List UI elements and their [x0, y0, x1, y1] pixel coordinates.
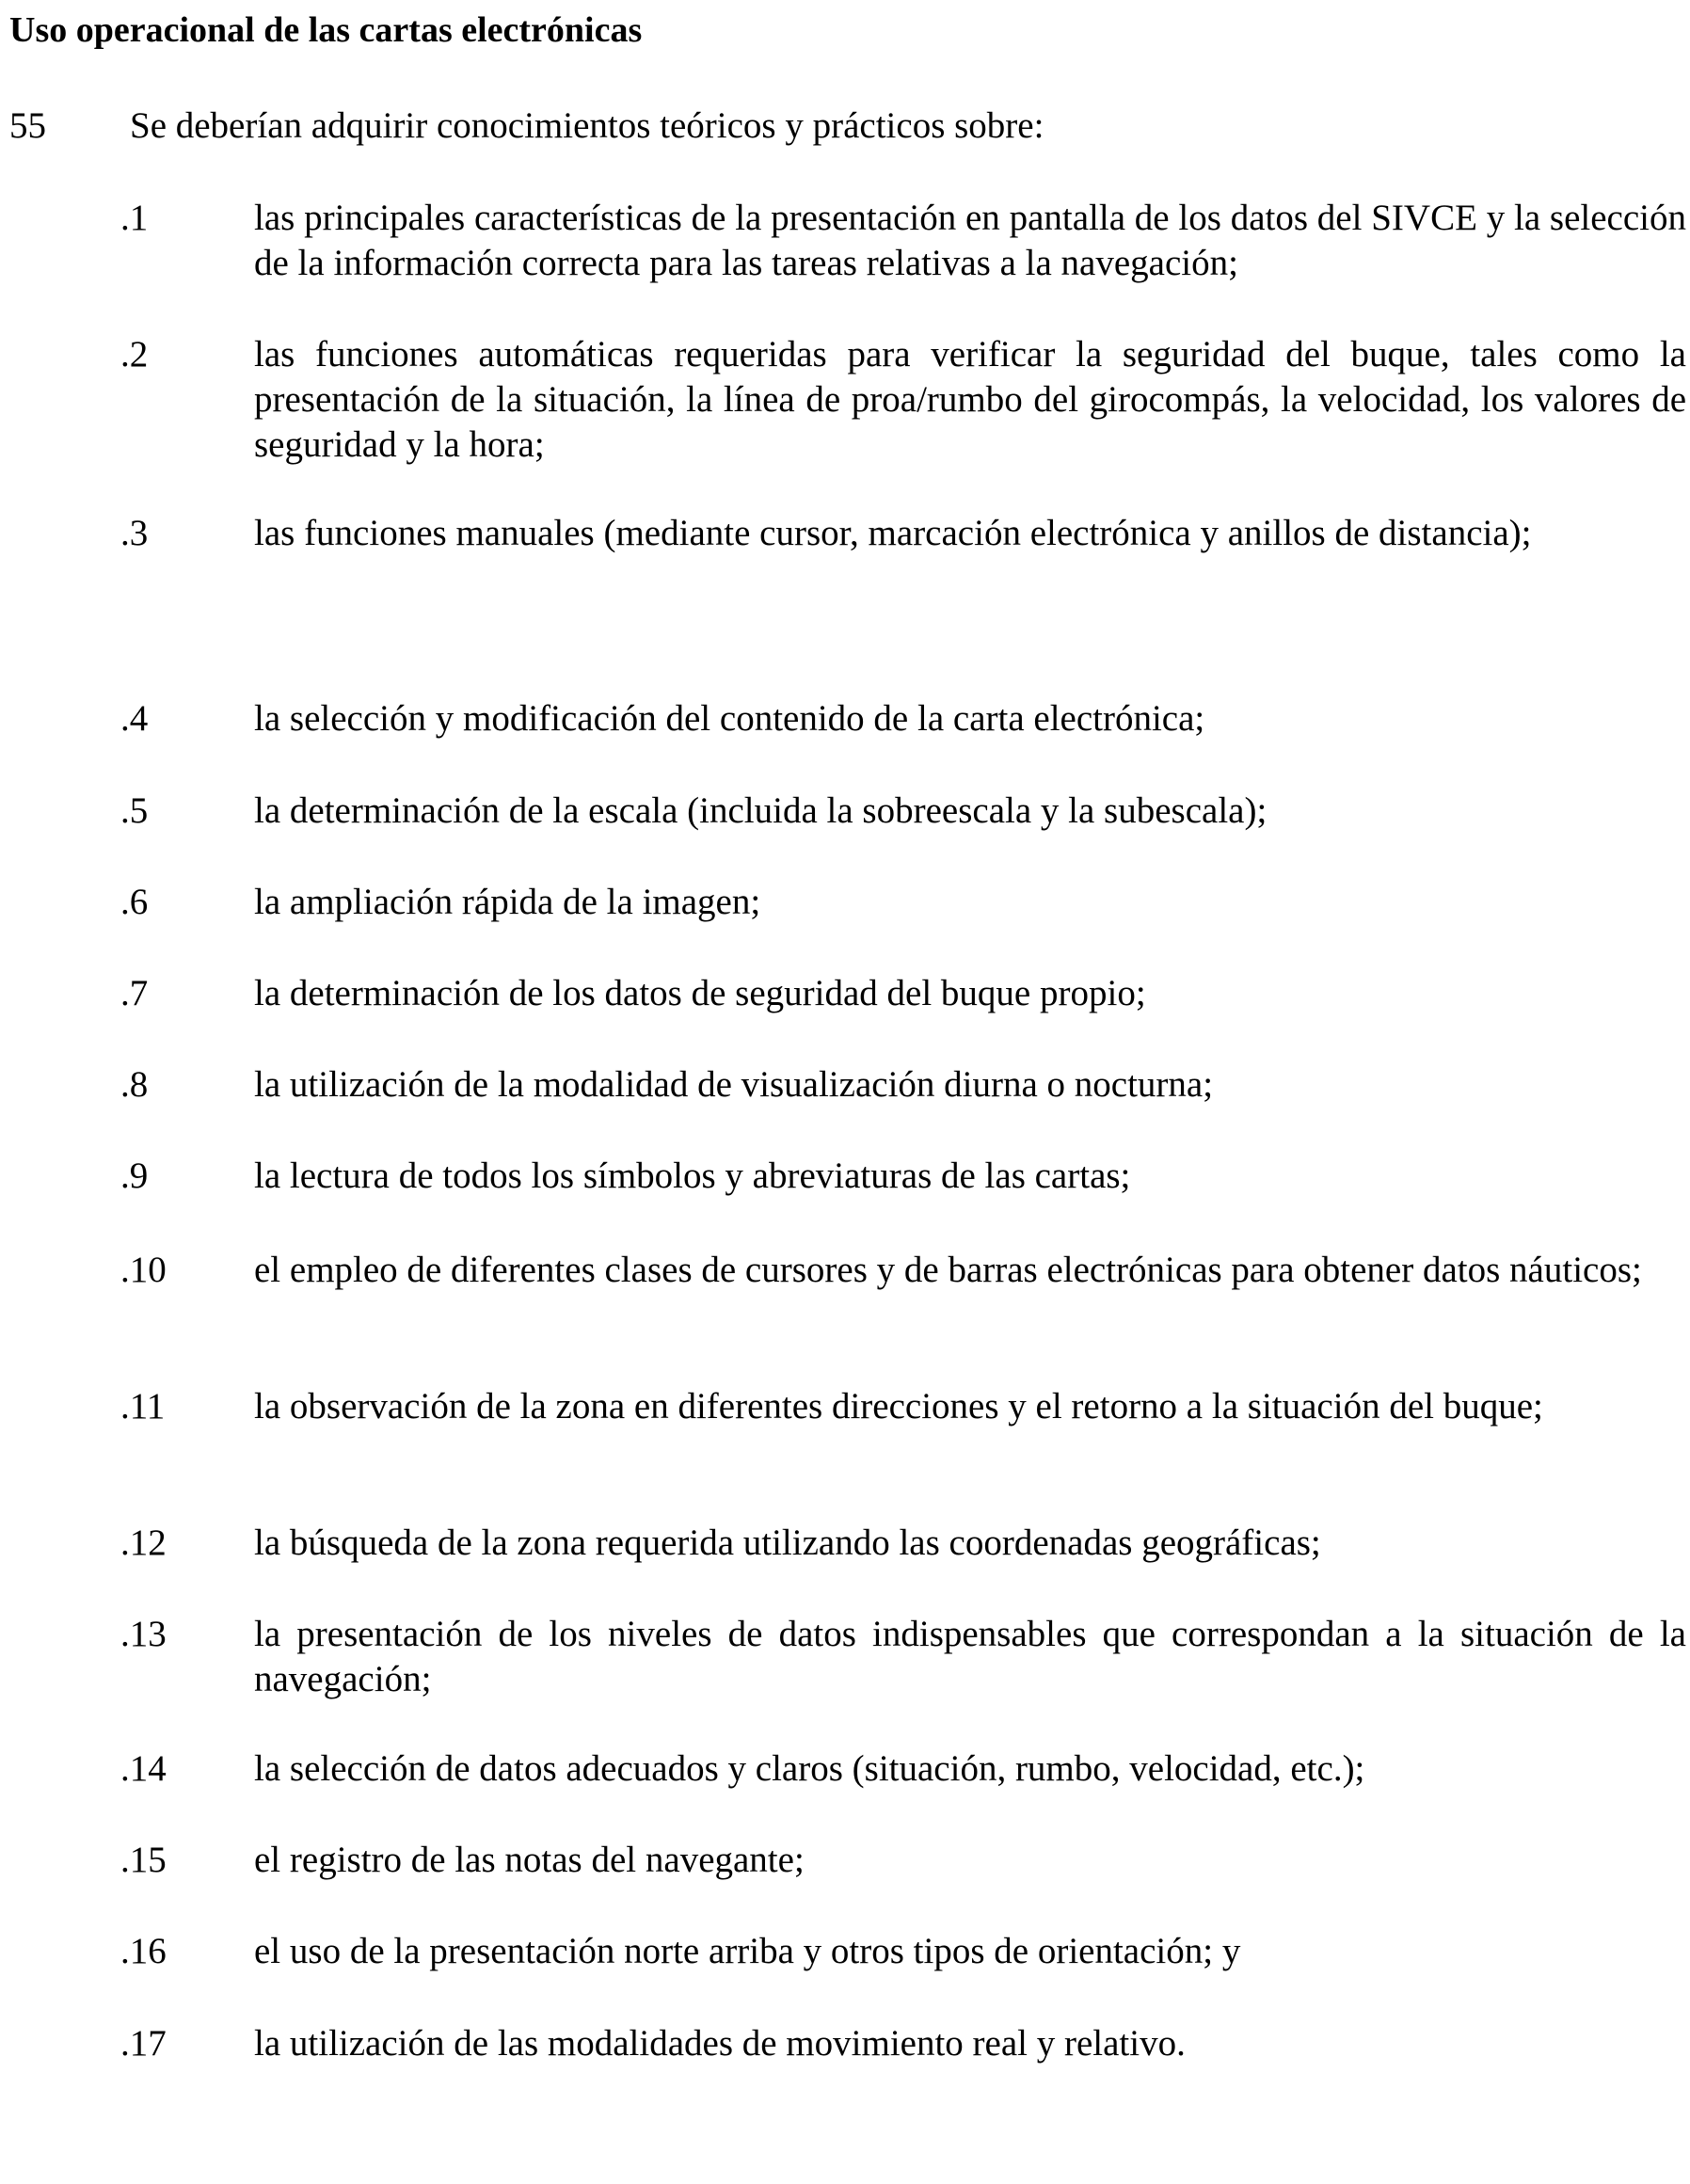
list-item-text: la presentación de los niveles de datos indispensables que correspondan a la situación de la navegación;	[254, 1614, 1686, 1699]
list-item-number: .16	[120, 1931, 167, 1971]
list-item-number: .2	[120, 334, 149, 375]
list-item-number: .7	[120, 973, 149, 1013]
list-item-text: las principales características de la presentación en pantalla de los datos del SIVCE y la selección de la información correcta para las tareas relativas a la navegación;	[254, 198, 1686, 283]
list-item-number: .17	[120, 2023, 167, 2064]
list-item-text: la determinación de los datos de seguridad del buque propio;	[254, 973, 1146, 1013]
list-item-number: .4	[120, 698, 149, 739]
list-item-text: el empleo de diferentes clases de cursores y de barras electrónicas para obtener datos náuticos;	[254, 1250, 1642, 1290]
section-heading: Uso operacional de las cartas electrónicas	[9, 10, 643, 50]
list-item-text: la ampliación rápida de la imagen;	[254, 882, 761, 922]
list-item-number: .3	[120, 513, 149, 553]
list-item-number: .15	[120, 1840, 167, 1880]
list-item-text: las funciones manuales (mediante cursor, marcación electrónica y anillos de distancia);	[254, 513, 1532, 553]
list-item-number: .5	[120, 790, 149, 831]
list-item-number: .9	[120, 1156, 149, 1196]
list-item-text: la utilización de la modalidad de visualización diurna o nocturna;	[254, 1064, 1214, 1105]
list-item-number: .12	[120, 1522, 167, 1563]
list-item-number: .6	[120, 882, 149, 922]
list-item-number: .13	[120, 1614, 167, 1654]
list-item-text: la lectura de todos los símbolos y abreviaturas de las cartas;	[254, 1156, 1131, 1196]
list-item-number: .10	[120, 1250, 167, 1290]
list-item-text: la búsqueda de la zona requerida utilizando las coordenadas geográficas;	[254, 1522, 1321, 1563]
list-item-number: .11	[120, 1386, 166, 1427]
list-item-number: .1	[120, 198, 149, 238]
list-item-text: las funciones automáticas requeridas para verificar la seguridad del buque, tales como la presentación de la situación, la línea de proa/rumbo del girocompás, la velocidad, los valores de seguridad y la hora;	[254, 334, 1686, 465]
list-item-text: la selección y modificación del contenido de la carta electrónica;	[254, 698, 1205, 739]
list-item-text: el uso de la presentación norte arriba y otros tipos de orientación; y	[254, 1931, 1241, 1971]
paragraph-number: 55	[9, 105, 46, 146]
list-item-text: la observación de la zona en diferentes direcciones y el retorno a la situación del buque;	[254, 1386, 1543, 1427]
list-item-text: la utilización de las modalidades de movimiento real y relativo.	[254, 2023, 1186, 2064]
list-item-text: la selección de datos adecuados y claros (situación, rumbo, velocidad, etc.);	[254, 1748, 1365, 1789]
list-item-text: la determinación de la escala (incluida la sobreescala y la subescala);	[254, 790, 1268, 831]
list-item-number: .8	[120, 1064, 149, 1105]
paragraph-intro: Se deberían adquirir conocimientos teóricos y prácticos sobre:	[130, 105, 1044, 146]
list-item-text: el registro de las notas del navegante;	[254, 1840, 805, 1880]
list-item-number: .14	[120, 1748, 167, 1789]
